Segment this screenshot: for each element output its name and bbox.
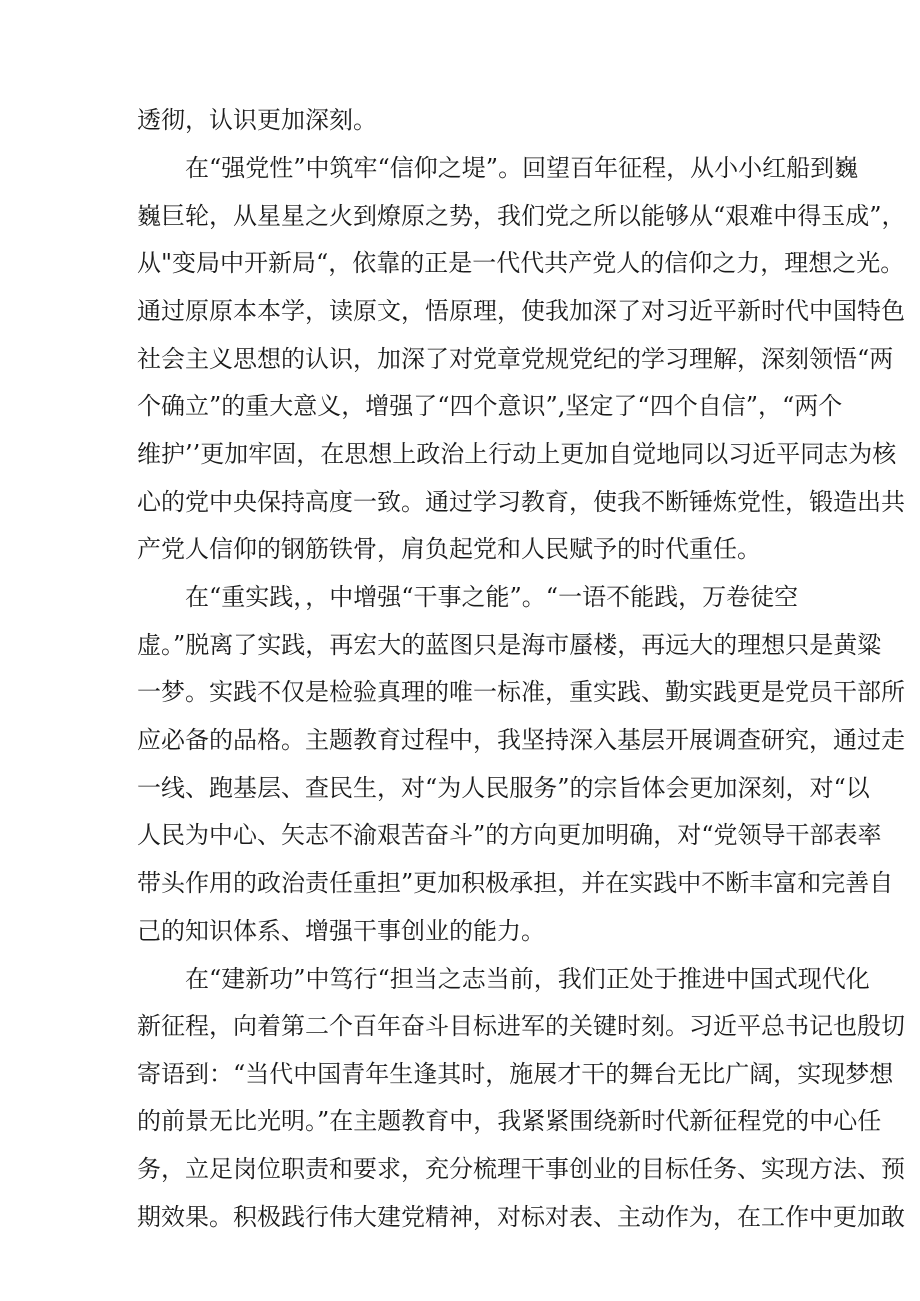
text-line: 一梦。实践不仅是检验真理的唯一标准，重实践、勤实践更是党员干部所	[137, 678, 905, 706]
text-line: 一线、跑基层、查民生，对“为人民服务”的宗旨体会更加深刻，对“以	[137, 774, 870, 802]
text-line: 新征程，向着第二个百年奋斗目标进军的关键时刻。习近平总书记也殷切	[137, 1012, 905, 1040]
text-line: 寄语到：“当代中国青年生逢其时，施展才干的舞台无比广阔，实现梦想	[137, 1060, 894, 1088]
paragraph-start-line: 在“强党性”中筑牢“信仰之堤”。回望百年征程，从小小红船到巍	[185, 154, 859, 182]
text-line: 心的党中央保持高度一致。通过学习教育，使我不断锤炼党性，锻造出共	[137, 488, 905, 516]
text-line: 社会主义思想的认识，加深了对党章党规党纪的学习理解，深刻领悟“两	[137, 345, 894, 373]
text-line: 个确立”的重大意义，增强了“四个意识”,坚定了“四个自信”，“两个	[137, 392, 843, 420]
text-line: 己的知识体系、增强干事创业的能力。	[137, 917, 545, 945]
text-line: 期效果。积极践行伟大建党精神，对标对表、主动作为，在工作中更加敢	[137, 1203, 905, 1231]
text-line: 维护’’更加牢固，在思想上政治上行动上更加自觉地同以习近平同志为核	[137, 440, 897, 468]
text-line: 透彻，认识更加深刻。	[137, 106, 377, 134]
paragraph-start-line: 在“建新功”中笃行“担当之志当前，我们正处于推进中国式现代化	[185, 965, 870, 993]
text-line: 带头作用的政治责任重担”更加积极承担，并在实践中不断丰富和完善自	[137, 869, 894, 897]
text-line: 通过原原本本学，读原文，悟原理，使我加深了对习近平新时代中国特色	[137, 297, 905, 325]
text-line: 的前景无比光明。”在主题教育中，我紧紧围绕新时代新征程党的中心任	[137, 1107, 882, 1135]
text-line: 从"变局中开新局“，依靠的正是一代代共产党人的信仰之力，理想之光。	[137, 249, 905, 277]
text-line: 虚。”脱离了实践，再宏大的蓝图只是海市蜃楼，再远大的理想只是黄粱	[137, 631, 882, 659]
text-line: 人民为中心、矢志不渝艰苦奋斗”的方向更加明确，对“党领导干部表率	[137, 821, 882, 849]
text-line: 巍巨轮，从星星之火到燎原之势，我们党之所以能够从“艰难中得玉成”，	[137, 202, 906, 230]
text-line: 应必备的品格。主题教育过程中，我坚持深入基层开展调查研究，通过走	[137, 726, 905, 754]
text-line: 产党人信仰的钢筋铁骨，肩负起党和人民赋予的时代重任。	[137, 535, 761, 563]
text-line: 务，立足岗位职责和要求，充分梳理干事创业的目标任务、实现方法、预	[137, 1155, 905, 1183]
paragraph-start-line: 在“重实践，，中增强“干事之能”。“一语不能践，万卷徒空	[185, 583, 799, 611]
